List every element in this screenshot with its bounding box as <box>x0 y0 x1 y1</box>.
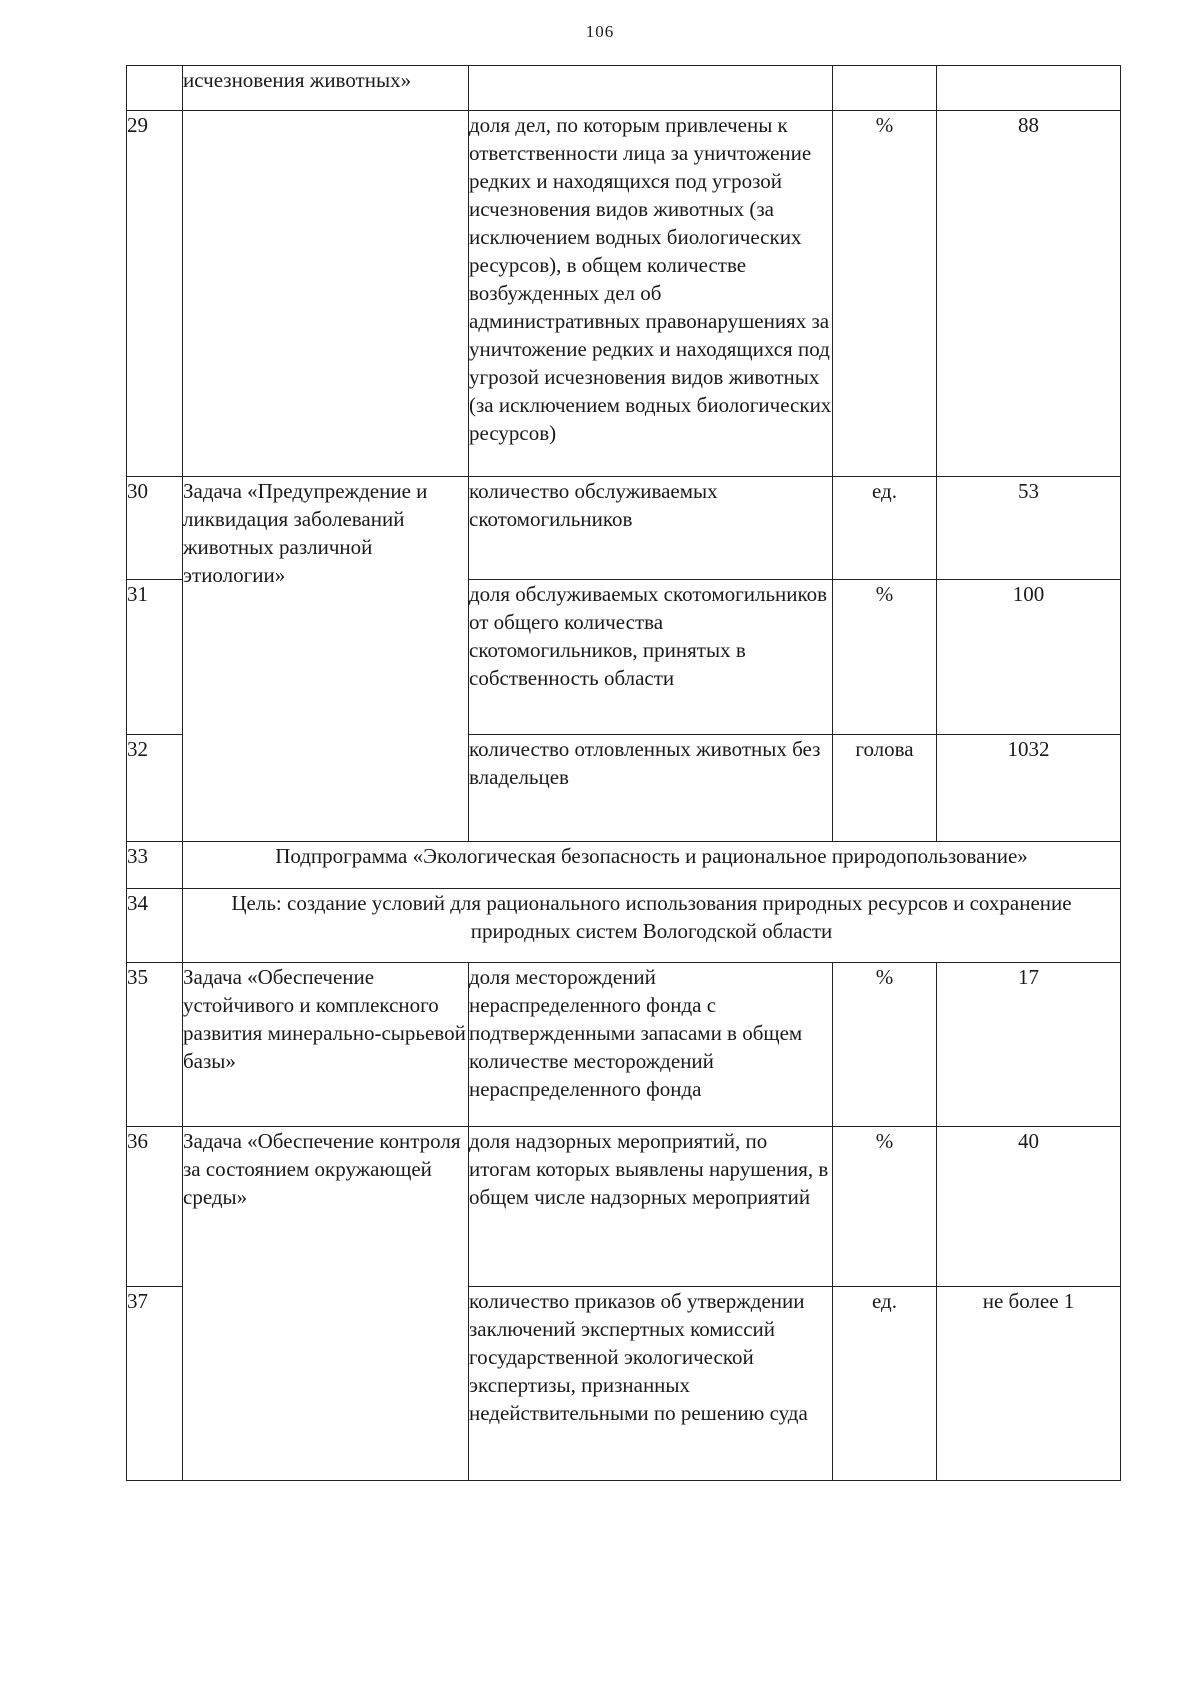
unit-text: ед. <box>833 1287 937 1481</box>
subprogram-heading: Подпрограмма «Экологическая безопасность и рациональное природопользование» <box>183 842 1121 889</box>
unit-text: % <box>833 580 937 735</box>
indicator-text: доля месторождений нераспределенного фонда с подтвержденными запасами в общем количестве месторождений нераспределенного фонда <box>469 963 833 1127</box>
value-text: не более 1 <box>937 1287 1121 1481</box>
row-number: 33 <box>127 842 183 889</box>
task-text: Задача «Предупреждение и ликвидация заболеваний животных различной этиологии» <box>183 477 469 842</box>
table-row-36 <box>127 1127 1121 1287</box>
indicator-text: доля обслуживаемых скотомогильников от общего количества скотомогильников, принятых в собственность области <box>469 580 833 735</box>
unit-text: голова <box>833 735 937 842</box>
table-row-29 <box>127 111 1121 477</box>
task-text: Задача «Обеспечение контроля за состоянием окружающей среды» <box>183 1127 469 1481</box>
row-number: 30 <box>127 477 183 580</box>
indicator-text: количество обслуживаемых скотомогильников <box>469 477 833 580</box>
unit-text: % <box>833 1127 937 1287</box>
unit-text: % <box>833 111 937 477</box>
value-text: 88 <box>937 111 1121 477</box>
indicator-text: доля дел, по которым привлечены к ответственности лица за уничтожение редких и находящихся под угрозой исчезновения видов животных (за исключением водных биологических ресурсов), в общем количестве возбужденных дел об административных правонарушениях за уничтожение редких и находящихся под угрозой исчезновения видов животных (за исключением водных биологических ресурсов) <box>469 111 833 477</box>
indicator-text: количество отловленных животных без владельцев <box>469 735 833 842</box>
task-cell: исчезновения животных» <box>183 66 469 111</box>
indicator-text: количество приказов об утверждении заключений экспертных комиссий государственной экологической экспертизы, признанных недействительными по решению суда <box>469 1287 833 1481</box>
row-number: 35 <box>127 963 183 1127</box>
page-number: 106 <box>585 22 615 41</box>
value-text: 17 <box>937 963 1121 1127</box>
indicators-table <box>126 65 1121 1481</box>
value-text: 100 <box>937 580 1121 735</box>
row-number: 36 <box>127 1127 183 1287</box>
unit-text: ед. <box>833 477 937 580</box>
row-number: 37 <box>127 1287 183 1481</box>
task-text: Задача «Обеспечение устойчивого и комплексного развития минерально-сырьевой базы» <box>183 963 469 1127</box>
value-text: 1032 <box>937 735 1121 842</box>
value-text: 53 <box>937 477 1121 580</box>
row-number: 34 <box>127 889 183 963</box>
value-text: 40 <box>937 1127 1121 1287</box>
table-row-33 <box>127 842 1121 889</box>
row-number: 29 <box>127 111 183 477</box>
indicator-text: доля надзорных мероприятий, по итогам которых выявлены нарушения, в общем числе надзорных мероприятий <box>469 1127 833 1287</box>
row-number: 31 <box>127 580 183 735</box>
goal-heading: Цель: создание условий для рационального использования природных ресурсов и сохранение природных систем Вологодской области <box>183 889 1121 963</box>
table-row-30 <box>127 477 1121 580</box>
table-row-continuation <box>127 66 1121 111</box>
table-row-35 <box>127 963 1121 1127</box>
table-row-34 <box>127 889 1121 963</box>
row-number-cell <box>127 66 183 111</box>
unit-text: % <box>833 963 937 1127</box>
row-number: 32 <box>127 735 183 842</box>
